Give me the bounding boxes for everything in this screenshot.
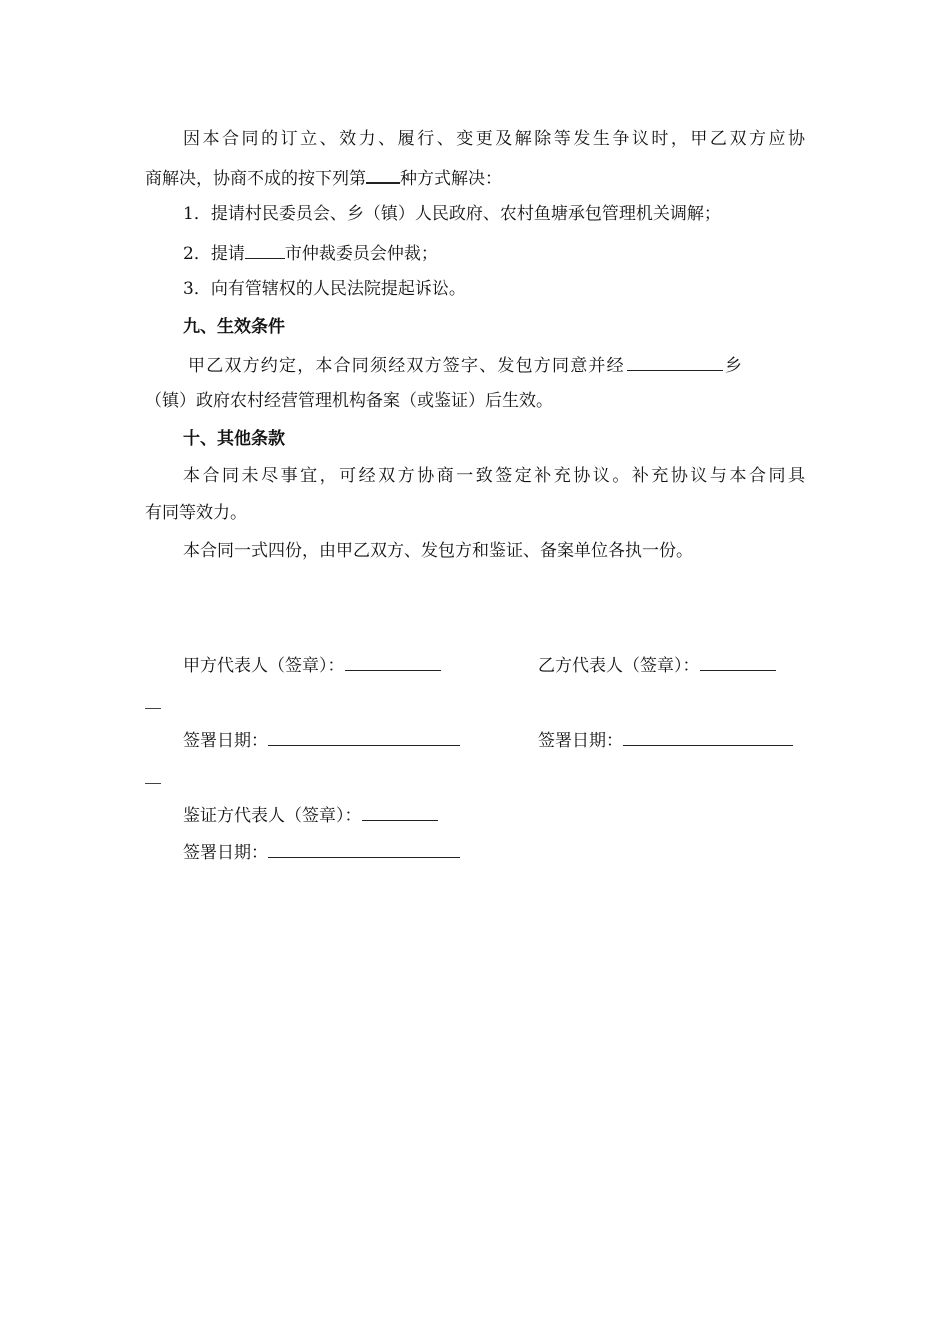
party-b-signature [538,652,776,678]
party-a-signature [183,652,441,678]
party-b-date-field[interactable] [623,727,793,746]
party-a-date-field[interactable] [268,727,460,746]
party-b-rep-label: 乙方代表人（签章）： [538,656,700,676]
disputes-line-2-text: 商解决，协商不成的按下列第 [145,169,366,189]
party-b-date [538,727,793,753]
verifier-date-field[interactable] [268,839,460,858]
disputes-line-2-tail: 种方式解决： [400,169,502,189]
dispute-option-2-tail: 市仲裁委员会仲裁； [284,244,438,264]
section-9-line-2: （镇）政府农村经营管理机构备案（或鉴证）后生效。 [145,391,553,411]
party-b-date-overflow [145,783,161,784]
section-9-line-1 [188,352,743,378]
verifier-date-label: 签署日期： [183,843,268,863]
arbitration-city-blank[interactable] [245,240,285,259]
verifier-signature [183,802,438,828]
section-9-line-1-text: 甲乙双方约定，本合同须经双方签字、发包方同意并经 [188,356,625,376]
party-b-date-label: 签署日期： [538,731,623,751]
party-a-rep-label: 甲方代表人（签章）： [183,656,345,676]
dispute-option-3: 3．向有管辖权的人民法院提起诉讼。 [183,279,466,299]
section-10-line-3: 本合同一式四份，由甲乙双方、发包方和鉴证、备案单位各执一份。 [183,541,693,561]
section-9-line-1-tail: 乡 [724,356,744,376]
dispute-option-2 [183,240,438,266]
verifier-date [183,839,460,865]
dispute-option-1: 1．提请村民委员会、乡（镇）人民政府、农村鱼塘承包管理机关调解； [183,204,721,224]
verifier-signature-field[interactable] [362,802,438,821]
section-9-heading: 九、生效条件 [183,317,285,337]
disputes-line-2 [145,164,502,191]
party-b-signature-overflow [145,708,161,709]
party-a-date [183,727,460,753]
section-10-line-2: 有同等效力。 [145,503,247,523]
method-number-blank[interactable] [366,164,400,184]
disputes-line-1: 因本合同的订立、效力、履行、变更及解除等发生争议时，甲乙双方应协 [183,129,805,149]
party-a-signature-field[interactable] [345,652,441,671]
section-10-heading: 十、其他条款 [183,429,285,449]
section-10-line-1: 本合同未尽事宜，可经双方协商一致签定补充协议。补充协议与本合同具 [183,466,805,486]
township-blank[interactable] [627,352,723,371]
party-a-date-label: 签署日期： [183,731,268,751]
verifier-rep-label: 鉴证方代表人（签章）： [183,806,362,826]
party-b-signature-field[interactable] [700,652,776,671]
dispute-option-2-text: 2．提请 [183,244,245,264]
